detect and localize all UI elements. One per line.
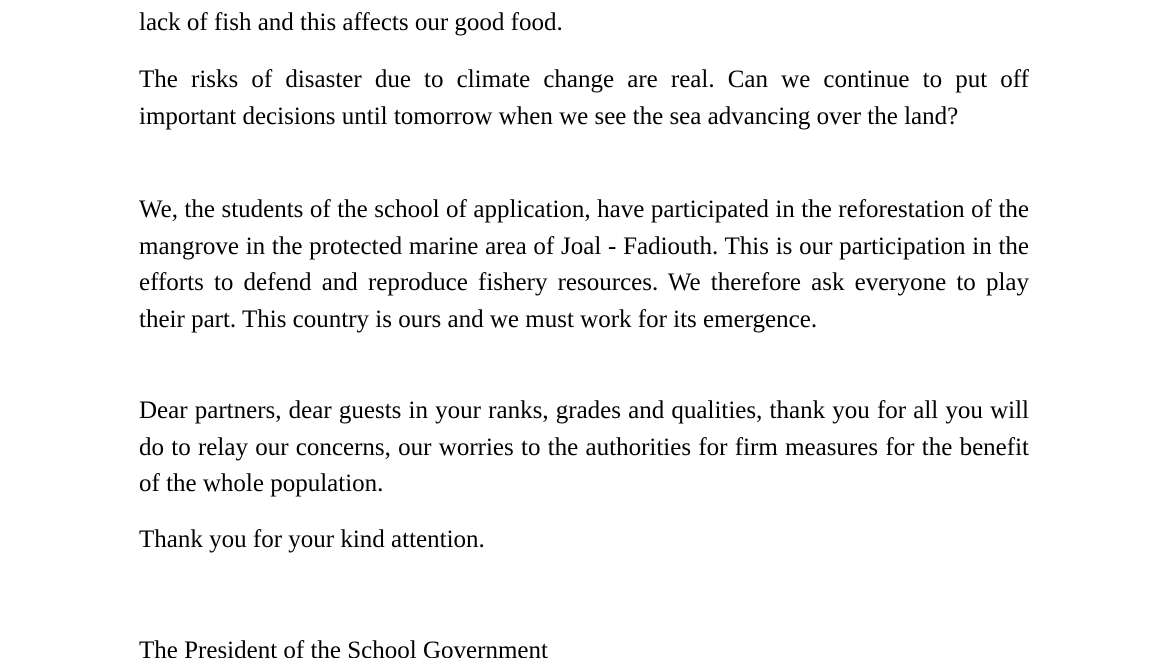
- paragraph-climate-risks: The risks of disaster due to climate change are real. Can we continue to put off important decisions until tomorrow when we see the sea advancing over the land?: [139, 66, 1029, 130]
- paragraph-closing-thanks: Thank you for your kind attention.: [139, 526, 485, 553]
- paragraph-fish-food: lack of fish and this affects our good food.: [139, 9, 563, 36]
- paragraph-thanks-partners: Dear partners, dear guests in your ranks, grades and qualities, thank you for all you will do to relay our concerns, our worries to the authorities for firm measures for the benefit of the whole population.: [139, 397, 1029, 498]
- signature-line: The President of the School Government: [139, 637, 548, 658]
- paragraph-mangrove-reforestation: We, the students of the school of application, have participated in the reforestation of the mangrove in the protected marine area of Joal - Fadiouth. This is our participation in the efforts to defend and reproduce fishery resources. We therefore ask everyone to play their part. This country is ours and we must work for its emergence.: [139, 196, 1029, 333]
